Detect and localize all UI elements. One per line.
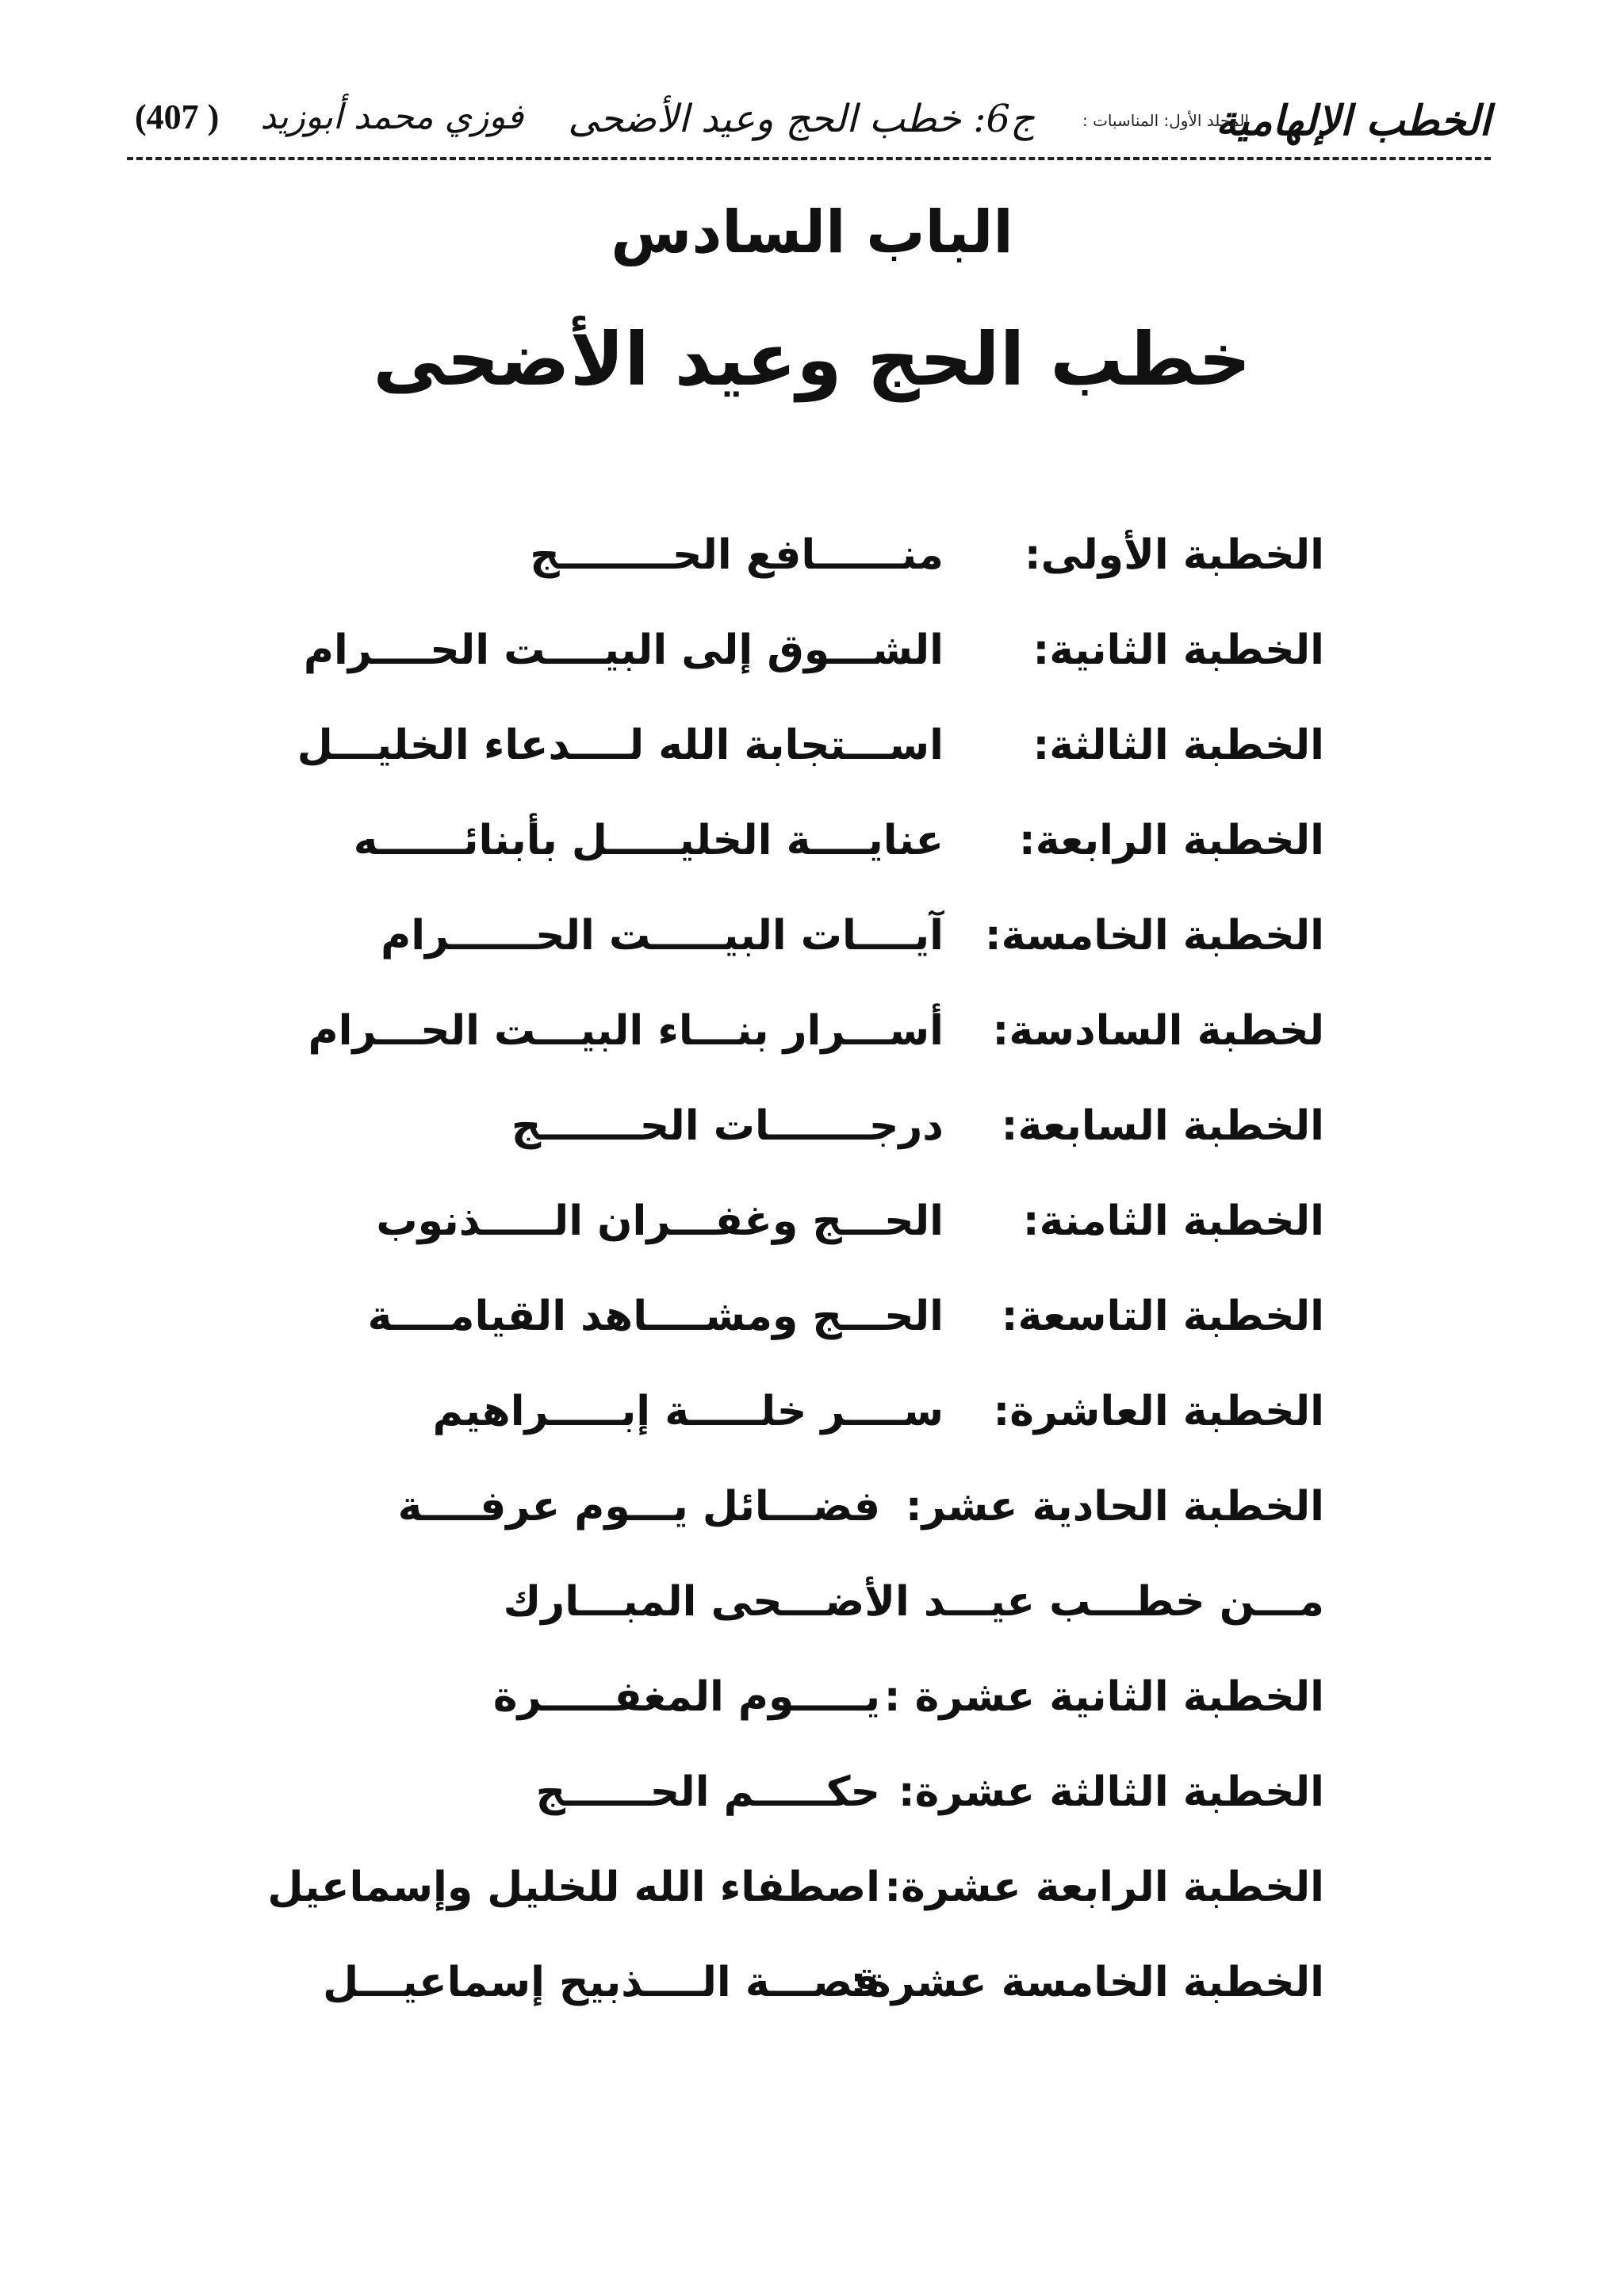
list-item [373, 1483, 1324, 1578]
sermon-title: الحـــج وغفـــران الـــــذنوب [376, 1197, 944, 1245]
header-divider [127, 157, 1491, 160]
list-item [373, 1197, 1324, 1293]
sermon-title: قصـــة الــــذبيح إسماعيـــل [323, 1959, 880, 2006]
volume-label: المجلد الأول: المناسبات : [1082, 111, 1249, 130]
author-name: فوزي محمد أبوزيد [260, 97, 523, 137]
sermon-title: مـــن خطـــب عيـــد الأضـــحى المبـــارك [503, 1578, 1324, 1626]
list-item [297, 722, 1324, 817]
list-item [267, 1864, 1324, 1959]
running-header [127, 89, 1491, 160]
sermon-title: حكـــــم الحــــــج [535, 1768, 880, 1816]
chapter-title: خطب الحج وعيد الأضحى [373, 317, 1251, 402]
list-item [373, 1673, 1324, 1768]
list-item [373, 531, 1324, 626]
sermon-label: الخطبة العاشرة: [993, 1388, 1324, 1435]
book-title: الخطب الإلهامية [1216, 97, 1491, 145]
sermon-title: فضـــائل يـــوم عرفــــة [397, 1483, 880, 1531]
part-title: ج6: خطب الحج وعيد الأضحى [568, 97, 1035, 141]
sermon-label: الخطبة الثانية: [1032, 626, 1324, 674]
sermon-title: آيــــات البيـــــت الحــــــرام [381, 912, 944, 960]
list-item [373, 912, 1324, 1007]
sermon-title: عنايــــة الخليـــــل بأبنائــــــه [353, 817, 944, 864]
sermon-title: اســـتجابة الله لــــدعاء الخليـــل [297, 722, 944, 769]
sermon-title: يـــــوم المغفـــــرة [492, 1673, 880, 1721]
sermon-title: الحـــج ومشــــاهد القيامــــة [367, 1293, 944, 1340]
sermon-label: الخطبة الخامسة: [984, 912, 1324, 960]
sermon-label: الخطبة الثانية عشرة : [883, 1673, 1324, 1721]
sermon-label: الخطبة الأولى: [1024, 531, 1324, 579]
sermon-label: الخطبة الرابعة عشرة: [884, 1864, 1324, 1911]
sermon-title: درجـــــــات الحـــــــج [511, 1102, 944, 1150]
section-heading [373, 1578, 1324, 1673]
sermon-list [267, 531, 1324, 2054]
list-item [367, 1293, 1324, 1388]
sermon-label: الخطبة الحادية عشر: [905, 1483, 1324, 1531]
sermon-label: الخطبة الثالثة: [1032, 722, 1324, 769]
sermon-label: الخطبة الثالثة عشرة: [898, 1768, 1324, 1816]
sermon-title: ســــر خلـــــة إبـــــراهيم [432, 1388, 944, 1435]
sermon-title: أســـرار بنـــاء البيـــت الحـــرام [308, 1007, 944, 1055]
sermon-label: الخطبة الخامسة عشرة: [850, 1959, 1324, 2006]
list-item [373, 1388, 1324, 1483]
sermon-label: الخطبة السابعة: [1001, 1102, 1324, 1150]
list-item [323, 1959, 1324, 2054]
sermon-label: الخطبة التاسعة: [1001, 1293, 1324, 1340]
page-number: (407 ) [135, 98, 220, 136]
list-item [353, 817, 1324, 912]
list-item [373, 1102, 1324, 1197]
list-item [373, 1768, 1324, 1864]
chapter-number: الباب السادس [611, 198, 1013, 266]
list-item [308, 1007, 1324, 1102]
sermon-title: الشـــوق إلى البيــــت الحــــرام [303, 626, 944, 674]
list-item [303, 626, 1324, 722]
sermon-title: منــــــافع الحــــــــج [530, 531, 944, 579]
sermon-title: اصطفاء الله للخليل وإسماعيل [267, 1864, 880, 1911]
sermon-label: لخطبة السادسة: [992, 1007, 1324, 1055]
sermon-label: الخطبة الثامنة: [1022, 1197, 1324, 1245]
sermon-label: الخطبة الرابعة: [1018, 817, 1324, 864]
